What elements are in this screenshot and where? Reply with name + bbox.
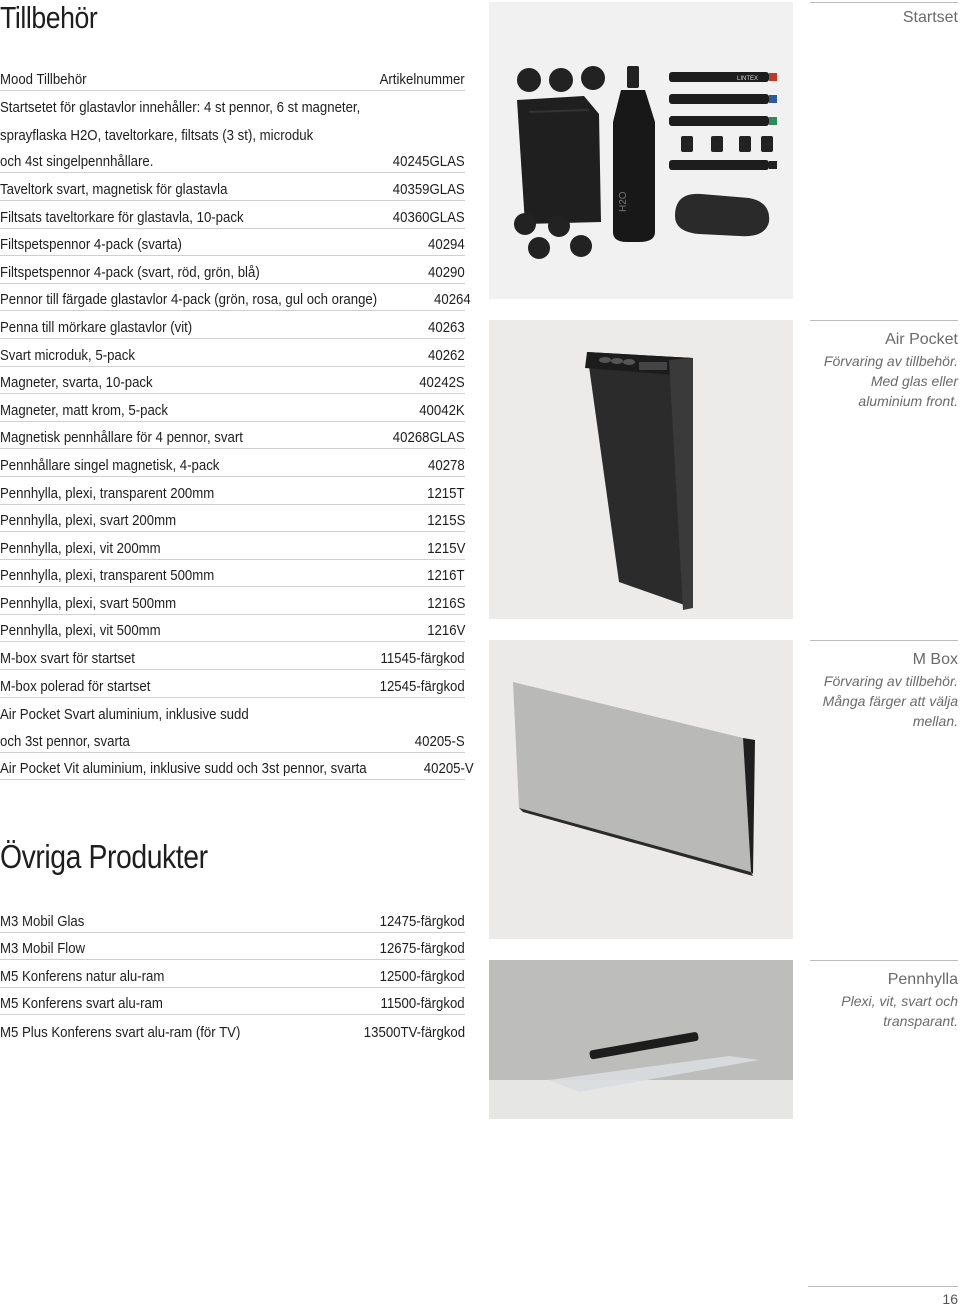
item-code: 40359GLAS — [393, 180, 465, 198]
item-code: 40242S — [419, 374, 465, 392]
table-row — [0, 615, 465, 643]
m-box-photo — [489, 640, 793, 939]
item-code: 1215V — [426, 539, 465, 557]
section-title-other-products: Övriga Produkter — [0, 838, 208, 875]
caption-text — [810, 671, 958, 731]
item-name: Pennhylla, plexi, vit 500mm — [0, 622, 161, 640]
item-code: 40262 — [428, 346, 465, 364]
caption-m-box — [810, 640, 958, 731]
caption-pennhylla — [810, 960, 958, 1031]
item-code: 1216T — [427, 567, 465, 585]
caption-title: Pennhylla — [887, 971, 958, 988]
table-row — [0, 505, 465, 533]
item-code: 40205-V — [423, 760, 474, 778]
air-pocket-photo — [489, 320, 793, 619]
caption-line: Med glas eller — [870, 373, 958, 389]
pennhylla-photo — [489, 960, 793, 1119]
pen-holder — [711, 136, 723, 152]
table-row — [0, 560, 465, 588]
markers — [669, 72, 777, 170]
section-label: Startset — [902, 9, 958, 26]
magnet-icon — [548, 215, 570, 237]
table-row — [0, 1015, 465, 1043]
item-name: Pennhylla, plexi, svart 500mm — [0, 594, 177, 612]
board-eraser — [675, 194, 769, 236]
table-row — [0, 229, 465, 257]
item-name: Pennhylla, plexi, vit 200mm — [0, 539, 161, 557]
item-name: Penna till mörkare glastavlor (vit) — [0, 318, 193, 336]
item-code: 1215T — [427, 484, 465, 502]
caption-line: aluminium front. — [858, 393, 958, 409]
caption-title: M Box — [912, 651, 958, 668]
microfiber-cloth — [517, 96, 601, 224]
pen-holder — [681, 136, 693, 152]
item-code: 11500-färgkod — [380, 995, 465, 1013]
table-row — [0, 91, 465, 119]
item-code: 40278 — [428, 456, 465, 474]
bottle-label: H2O — [618, 191, 629, 212]
item-name: M5 Plus Konferens svart alu-ram (för TV) — [0, 1023, 241, 1041]
caption-line: Plexi, vit, svart och — [841, 993, 958, 1009]
table-row — [0, 725, 465, 753]
table-row — [0, 422, 465, 450]
startset-photo — [489, 2, 793, 299]
table-row — [0, 477, 465, 505]
magnet-icon — [528, 237, 550, 259]
item-name: Air Pocket Svart aluminium, inklusive sudd — [0, 706, 249, 724]
item-name: Pennhylla, plexi, transparent 200mm — [0, 484, 215, 502]
pen-holder — [761, 136, 773, 152]
caption-air-pocket — [810, 320, 958, 411]
item-name: Startsetet för glastavlor innehåller: 4 st pennor, 6 st magneter, — [0, 99, 361, 117]
item-name: M3 Mobil Flow — [0, 940, 86, 958]
item-code: 13500TV-färgkod — [363, 1023, 465, 1041]
table-row — [0, 63, 465, 91]
item-code: 40042K — [419, 401, 465, 419]
item-name: Mood Tillbehör — [0, 70, 87, 88]
caption-startset — [810, 2, 958, 27]
caption-line: Förvaring av tillbehör. — [823, 673, 958, 689]
magnet-icon — [549, 68, 573, 92]
other-products-list — [0, 905, 465, 1043]
caption-line: transparant. — [883, 1013, 958, 1029]
caption-text — [810, 991, 958, 1031]
table-row — [0, 753, 474, 781]
item-name: Taveltork svart, magnetisk för glastavla — [0, 180, 228, 198]
spray-bottle — [613, 90, 655, 242]
item-name: M5 Konferens svart alu-ram — [0, 995, 163, 1013]
item-code: 40360GLAS — [393, 208, 465, 226]
item-name: Pennor till färgade glastavlor 4-pack (grön, rosa, gul och orange) — [0, 291, 378, 309]
item-name: Filtspetspennor 4-pack (svart, röd, grön, blå) — [0, 263, 260, 281]
table-row — [0, 642, 465, 670]
item-code: 1216V — [426, 622, 465, 640]
item-name: Filtsats taveltorkare för glastavla, 10-pack — [0, 208, 244, 226]
item-name: Magnetisk pennhållare för 4 pennor, svart — [0, 429, 243, 447]
table-row — [0, 146, 465, 174]
item-name: M5 Konferens natur alu-ram — [0, 967, 165, 985]
caption-line: mellan. — [912, 713, 958, 729]
item-code: 40290 — [428, 263, 465, 281]
item-name: Filtspetspennor 4-pack (svarta) — [0, 236, 182, 254]
item-name: Svart microduk, 5-pack — [0, 346, 135, 364]
item-name: sprayflaska H2O, taveltorkare, filtsats (3 st), microduk — [0, 126, 314, 144]
item-code: 1216S — [426, 594, 465, 612]
pen-holder — [739, 136, 751, 152]
marker-brand: LINTEX — [737, 76, 759, 82]
table-row — [0, 905, 465, 933]
table-row — [0, 587, 465, 615]
caption-title: Air Pocket — [885, 331, 958, 348]
item-name: och 4st singelpennhållare. — [0, 153, 154, 171]
caption-text — [810, 351, 958, 411]
accessories-list — [0, 63, 474, 780]
item-code: 40245GLAS — [393, 153, 465, 171]
table-row — [0, 933, 465, 961]
item-name: och 3st pennor, svarta — [0, 732, 130, 750]
magnet-icon — [514, 213, 536, 235]
item-code: 40294 — [428, 236, 465, 254]
magnet-icon — [517, 68, 541, 92]
table-row — [0, 118, 465, 146]
table-row — [0, 339, 465, 367]
item-code: 12545-färgkod — [379, 677, 465, 695]
item-name: M3 Mobil Glas — [0, 912, 85, 930]
table-row — [0, 988, 465, 1016]
magnet-icon — [581, 66, 605, 90]
table-row — [0, 311, 465, 339]
table-row — [0, 256, 465, 284]
item-name: M-box svart för startset — [0, 650, 135, 668]
item-code: 40264 — [433, 291, 471, 309]
item-name: Magneter, svarta, 10-pack — [0, 374, 153, 392]
table-row — [0, 284, 471, 312]
item-name: Magneter, matt krom, 5-pack — [0, 401, 168, 419]
table-row — [0, 532, 465, 560]
item-name: Pennhållare singel magnetisk, 4-pack — [0, 456, 220, 474]
table-row — [0, 670, 465, 698]
item-name: M-box polerad för startset — [0, 677, 151, 695]
page-number: 16 — [808, 1286, 958, 1307]
table-row — [0, 394, 465, 422]
table-row — [0, 698, 465, 726]
column-header-article-number: Artikelnummer — [379, 70, 465, 88]
item-code: 12675-färgkod — [379, 940, 465, 958]
table-row — [0, 367, 465, 395]
item-name: Pennhylla, plexi, transparent 500mm — [0, 567, 215, 585]
item-code: 11545-färgkod — [380, 650, 465, 668]
item-code: 1215S — [426, 512, 465, 530]
item-code: 12475-färgkod — [379, 912, 465, 930]
caption-line: Förvaring av tillbehör. — [823, 353, 958, 369]
caption-line: Många färger att välja — [822, 693, 958, 709]
item-code: 40205-S — [415, 732, 465, 750]
item-code: 40263 — [428, 318, 465, 336]
table-row — [0, 449, 465, 477]
item-name: Pennhylla, plexi, svart 200mm — [0, 512, 177, 530]
page-title: Tillbehör — [0, 0, 98, 35]
magnet-icon — [570, 235, 592, 257]
table-row — [0, 960, 465, 988]
item-code: 12500-färgkod — [379, 967, 465, 985]
table-row — [0, 173, 465, 201]
item-name: Air Pocket Vit aluminium, inklusive sudd och 3st pennor, svarta — [0, 760, 367, 778]
item-code: 40268GLAS — [393, 429, 465, 447]
table-row — [0, 201, 465, 229]
